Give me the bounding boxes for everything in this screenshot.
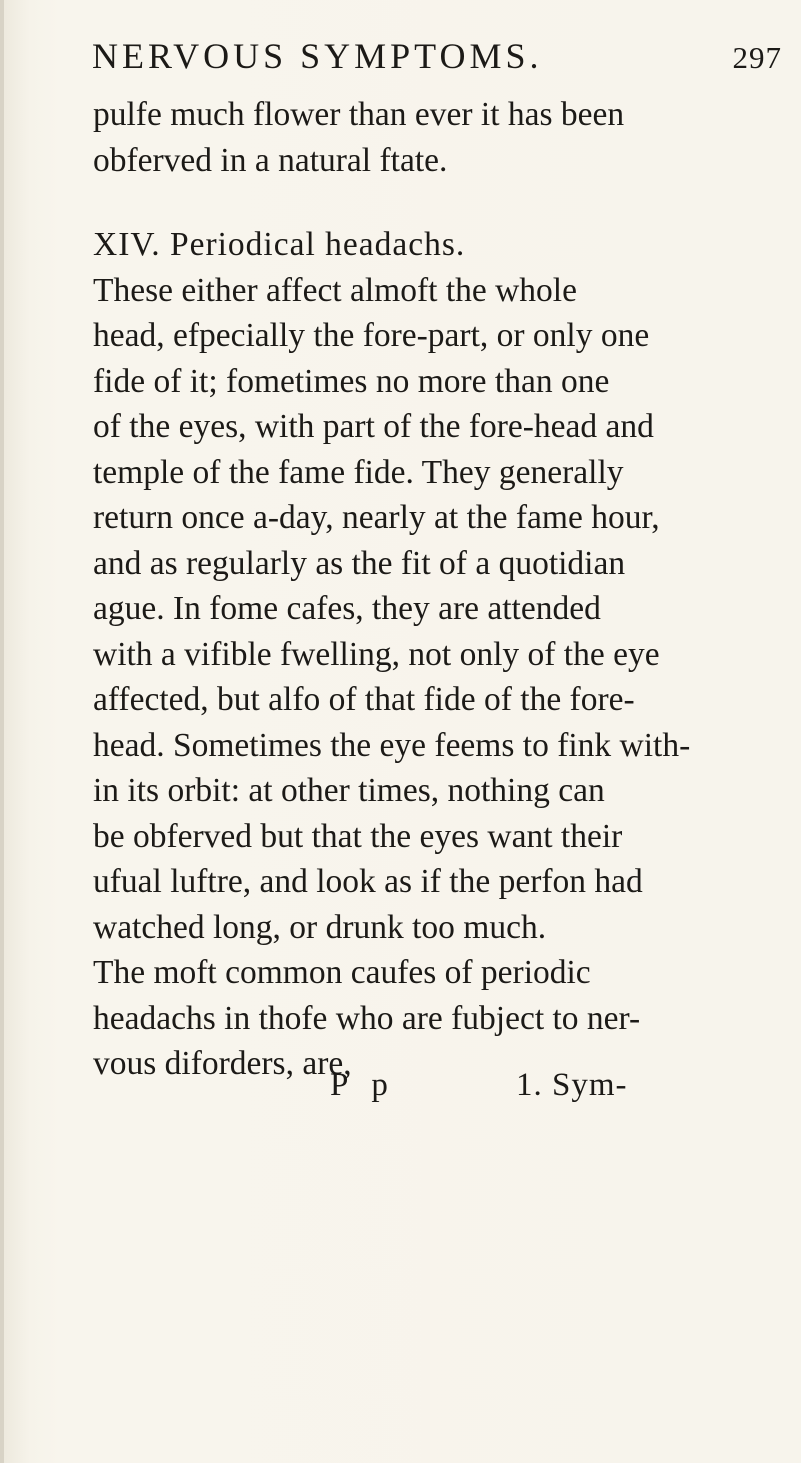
text-line: vous diforders, are, xyxy=(93,1045,352,1082)
page-gutter-edge xyxy=(0,0,4,1463)
running-head xyxy=(92,36,782,86)
text-line: affected, but alfo of that fide of the fore- xyxy=(93,681,635,718)
page-footer xyxy=(330,1065,770,1115)
signature-mark: P p xyxy=(330,1067,396,1103)
text-line: These either affect almoft the whole xyxy=(93,271,577,309)
text-line: ague. In fome cafes, they are attended xyxy=(93,590,601,627)
text-line: The moft common caufes of periodic xyxy=(93,954,591,991)
text-line: watched long, or drunk too much. xyxy=(93,908,547,946)
text-line: fide of it; fometimes no more than one xyxy=(93,362,610,400)
text-line: head. Sometimes the eye feems to fink with- xyxy=(93,726,691,764)
text-line: be obferved but that the eyes want their xyxy=(93,817,623,855)
text-line: and as regularly as the fit of a quotidian xyxy=(93,544,626,582)
text-line: pulfe much flower than ever it has been xyxy=(93,96,625,133)
text-line: of the eyes, with part of the fore-head and xyxy=(93,408,654,445)
text-line: with a vifible fwelling, not only of the eye xyxy=(93,635,660,673)
catchword: 1. Sym- xyxy=(516,1067,628,1103)
text-line: in its orbit: at other times, nothing can xyxy=(93,772,605,809)
text-line: ufual luftre, and look as if the perfon had xyxy=(93,863,643,900)
text-line: temple of the fame fide. They generally xyxy=(93,453,624,491)
text-line: headachs in thofe who are fubject to ner- xyxy=(93,999,641,1037)
body-text xyxy=(93,92,793,1087)
text-line: obferved in a natural ftate. xyxy=(93,141,448,179)
running-title: NERVOUS SYMPTOMS. xyxy=(92,36,543,76)
text-line: head, efpecially the fore-part, or only one xyxy=(93,317,650,354)
section-heading: XIV. Periodical headachs. xyxy=(93,226,466,263)
text-line: return once a-day, nearly at the fame hour, xyxy=(93,499,660,536)
paragraph-gap xyxy=(93,183,793,222)
page-number: 297 xyxy=(732,40,782,75)
